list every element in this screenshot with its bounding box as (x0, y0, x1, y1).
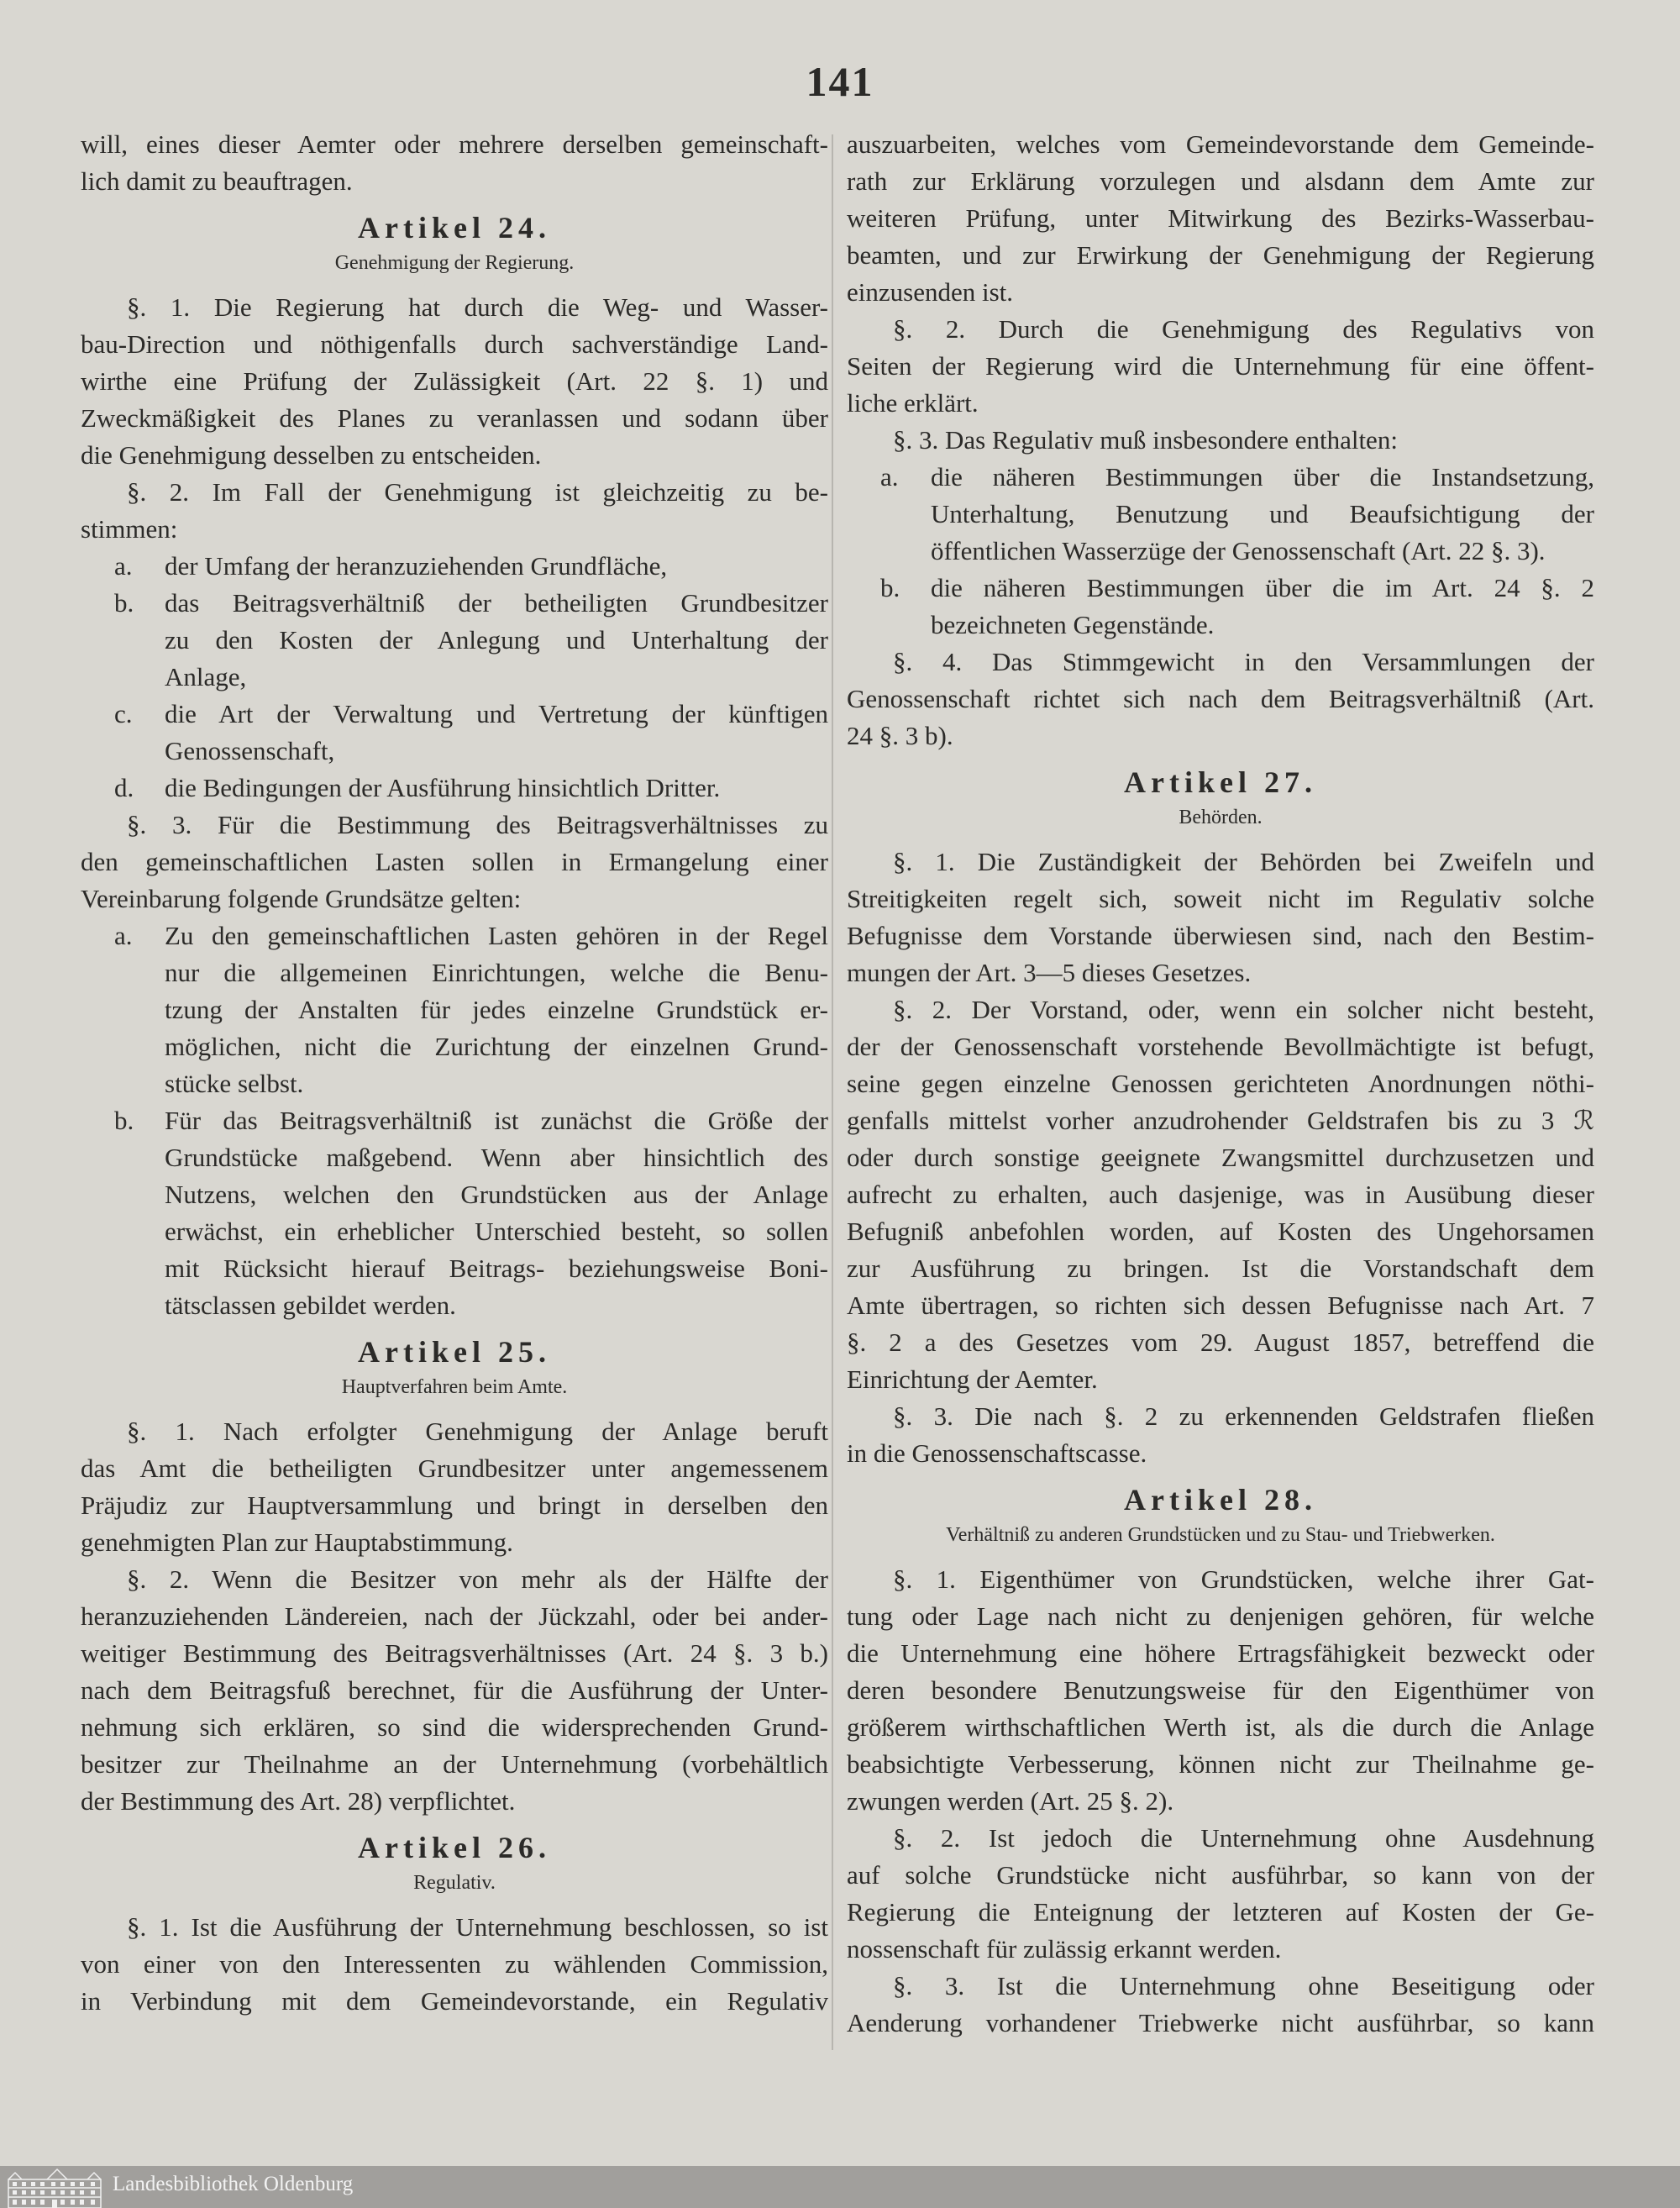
text-line: tzung der Anstalten für jedes einzelne Grundstück er- (165, 995, 828, 1024)
text-line: Einrichtung der Aemter. (847, 1364, 1098, 1394)
text-line: der der Genossenschaft vorstehende Bevollmächtigte ist befugt, (847, 1032, 1594, 1061)
text-line: auszuarbeiten, welches vom Gemeindevorstande dem Gemeinde- (847, 129, 1594, 159)
text-line: §. 4. Das Stimmgewicht in den Versammlungen der (893, 647, 1594, 676)
text-line: aufrecht zu erhalten, auch dasjenige, was in Ausübung dieser (847, 1180, 1594, 1209)
text-line: §. 3. Ist die Unternehmung ohne Beseitigung oder (893, 1971, 1594, 2000)
list-item (847, 459, 1594, 570)
paragraph (847, 991, 1594, 1398)
paragraph (847, 1820, 1594, 1968)
text-line: die näheren Bestimmungen über die Instandsetzung, (931, 462, 1594, 492)
list-item (81, 770, 828, 807)
list-item-label: a. (114, 921, 133, 950)
paragraph (847, 1561, 1594, 1820)
text-line: wirthe eine Prüfung der Zulässigkeit (Art. 22 §. 1) und (81, 366, 828, 396)
text-line: erwächst, ein erheblicher Unterschied besteht, so sollen (165, 1217, 828, 1246)
paragraph (847, 422, 1594, 459)
list-item-label: b. (114, 1106, 134, 1135)
text-line: bezeichneten Gegenstände. (931, 610, 1215, 639)
article-subheading: Behörden. (1179, 807, 1263, 828)
text-line: liche erklärt. (847, 388, 979, 418)
text-line: §. 1. Nach erfolgter Genehmigung der Anlage beruft (127, 1417, 828, 1446)
text-line: Seiten der Regierung wird die Unternehmung für eine öffent- (847, 351, 1594, 381)
text-line: nossenschaft für zulässig erkannt werden. (847, 1934, 1282, 1964)
article-subheading: Genehmigung der Regierung. (334, 252, 575, 274)
text-line: weiteren Prüfung, unter Mitwirkung des Bezirks-Wasserbau- (847, 203, 1594, 233)
text-line: mit Rücksicht hierauf Beitrags- beziehungsweise Boni- (165, 1254, 828, 1283)
text-line: in die Genossenschaftscasse. (847, 1438, 1147, 1468)
text-line: nehmung sich erklären, so sind die widersprechenden Grund- (81, 1712, 828, 1742)
text-line: Genossenschaft richtet sich nach dem Beitragsverhältniß (Art. (847, 684, 1594, 713)
text-line: §. 2. Durch die Genehmigung des Regulativs von (893, 314, 1594, 344)
text-line: tätsclassen gebildet werden. (165, 1291, 456, 1320)
list-item-label: c. (114, 699, 133, 728)
text-line: Vereinbarung folgende Grundsätze gelten: (81, 884, 522, 913)
text-line: §. 1. Eigenthümer von Grundstücken, welche ihrer Gat- (893, 1564, 1594, 1594)
text-line: Regierung die Enteignung der letzteren auf Kosten der Ge- (847, 1897, 1594, 1927)
library-name: Landesbibliothek Oldenburg (113, 2173, 354, 2195)
list-item-label: b. (114, 588, 134, 618)
text-line: Unterhaltung, Benutzung und Beaufsichtigung der (931, 499, 1594, 528)
text-line: nur die allgemeinen Einrichtungen, welche die Benu- (165, 958, 828, 987)
text-line: in Verbindung mit dem Gemeindevorstande, ein Regulativ (81, 1986, 828, 2016)
text-line: §. 3. Die nach §. 2 zu erkennenden Geldstrafen fließen (893, 1401, 1594, 1431)
list-item (81, 696, 828, 770)
article-heading: Artikel 24. (358, 211, 551, 244)
text-line: von einer von den Interessenten zu wählenden Commission, (81, 1949, 828, 1979)
text-line: beamten, und zur Erwirkung der Genehmigung der Regierung (847, 240, 1594, 270)
list-item-label: a. (114, 551, 133, 581)
list-item (81, 585, 828, 696)
list-item-label: d. (114, 773, 134, 802)
text-line: beabsichtigte Verbesserung, können nicht zur Theilnahme ge- (847, 1749, 1594, 1779)
list-item (81, 548, 828, 585)
text-line: §. 2. Der Vorstand, oder, wenn ein solcher nicht besteht, (893, 995, 1594, 1024)
text-line: die Genehmigung desselben zu entscheiden. (81, 440, 542, 470)
paragraph (81, 1561, 828, 1820)
column-divider (832, 134, 833, 2050)
list-item (81, 1102, 828, 1324)
text-line: der Umfang der heranzuziehenden Grundfläche, (165, 551, 668, 581)
text-line: heranzuziehenden Ländereien, nach der Jückzahl, oder bei ander- (81, 1601, 828, 1631)
paragraph (847, 1968, 1594, 2042)
list-item-label: b. (880, 573, 900, 602)
paragraph (81, 807, 828, 917)
text-line: §. 3. Für die Bestimmung des Beitragsverhältnisses zu (127, 810, 828, 839)
article-heading: Artikel 26. (358, 1831, 551, 1864)
text-line: §. 3. Das Regulativ muß insbesondere enthalten: (893, 425, 1398, 455)
right-column (847, 126, 1594, 2042)
text-line: die Art der Verwaltung und Vertretung der künftigen (165, 699, 828, 728)
text-line: §. 1. Die Regierung hat durch die Weg- und Wasser- (127, 292, 828, 322)
text-line: stücke selbst. (165, 1069, 304, 1098)
text-line: §. 2. Im Fall der Genehmigung ist gleichzeitig zu be- (127, 477, 828, 507)
text-line: den gemeinschaftlichen Lasten sollen in Ermangelung einer (81, 847, 828, 876)
paragraph (847, 844, 1594, 991)
article-heading: Artikel 27. (1124, 765, 1317, 799)
text-line: oder durch sonstige geeignete Zwangsmittel durchzusetzen und (847, 1143, 1594, 1172)
left-column (81, 126, 828, 2020)
text-line: besitzer zur Theilnahme an der Unternehmung (vorbehältlich (81, 1749, 828, 1779)
text-line: größerem wirthschaftlichen Werth ist, als die durch die Anlage (847, 1712, 1594, 1742)
text-line: §. 2. Ist jedoch die Unternehmung ohne Ausdehnung (893, 1823, 1594, 1853)
text-line: §. 1. Ist die Ausführung der Unternehmung beschlossen, so ist (127, 1912, 828, 1942)
text-line: möglichen, nicht die Zurichtung der einzelnen Grund- (165, 1032, 828, 1061)
text-line: Nutzens, welchen den Grundstücken aus der Anlage (165, 1180, 828, 1209)
list-item-label: a. (880, 462, 899, 492)
text-line: will, eines dieser Aemter oder mehrere derselben gemeinschaft- (81, 129, 828, 159)
article-subheading: Verhältniß zu anderen Grundstücken und zu Stau- und Triebwerken. (946, 1524, 1495, 1546)
paragraph (81, 1909, 828, 2020)
text-line: §. 2 a des Gesetzes vom 29. August 1857, betreffend die (847, 1327, 1594, 1357)
text-line: Streitigkeiten regelt sich, soweit nicht im Regulativ solche (847, 884, 1594, 913)
paragraph (847, 126, 1594, 311)
text-line: Anlage, (165, 662, 247, 691)
text-line: auf solche Grundstücke nicht ausführbar, so kann von der (847, 1860, 1594, 1890)
text-line: deren besondere Benutzungsweise für den Eigenthümer von (847, 1675, 1594, 1705)
text-line: bau-Direction und nöthigenfalls durch sachverständige Land- (81, 329, 828, 359)
text-line: §. 2. Wenn die Besitzer von mehr als der Hälfte der (127, 1564, 828, 1594)
text-line: Zu den gemeinschaftlichen Lasten gehören in der Regel (165, 921, 828, 950)
text-line: lich damit zu beauftragen. (81, 166, 353, 196)
text-line: das Amt die betheiligten Grundbesitzer unter angemessenem (81, 1454, 828, 1483)
text-line: zur Ausführung zu bringen. Ist die Vorstandschaft dem (847, 1254, 1594, 1283)
paragraph (847, 1398, 1594, 1472)
text-line: öffentlichen Wasserzüge der Genossenschaft (Art. 22 §. 3). (931, 536, 1546, 565)
text-line: stimmen: (81, 514, 178, 544)
article-heading: Artikel 28. (1124, 1483, 1317, 1517)
text-line: genehmigten Plan zur Hauptabstimmung. (81, 1527, 513, 1557)
text-line: seine gegen einzelne Genossen gerichteten Anordnungen nöthi- (847, 1069, 1594, 1098)
text-line: Genossenschaft, (165, 736, 335, 765)
text-line: einzusenden ist. (847, 277, 1014, 307)
text-line: Aenderung vorhandener Triebwerke nicht ausführbar, so kann (847, 2008, 1594, 2037)
text-line: zwungen werden (Art. 25 §. 2). (847, 1786, 1174, 1816)
text-line: §. 1. Die Zuständigkeit der Behörden bei Zweifeln und (893, 847, 1594, 876)
text-line: Amte übertragen, so richten sich dessen Befugnisse nach Art. 7 (847, 1291, 1594, 1320)
text-line: mungen der Art. 3—5 dieses Gesetzes. (847, 958, 1252, 987)
list-item (81, 917, 828, 1102)
text-line: das Beitragsverhältniß der betheiligten Grundbesitzer (165, 588, 828, 618)
text-line: Zweckmäßigkeit des Planes zu veranlassen und sodann über (81, 403, 828, 433)
text-line: Befugniß anbefohlen worden, auf Kosten des Ungehorsamen (847, 1217, 1594, 1246)
text-line: Befugnisse dem Vorstande überwiesen sind, nach den Bestim- (847, 921, 1594, 950)
footer-bar (0, 2166, 1680, 2208)
paragraph (81, 289, 828, 474)
text-line: zu den Kosten der Anlegung und Unterhaltung der (165, 625, 828, 655)
paragraph (81, 126, 828, 200)
text-line: die Unternehmung eine höhere Ertragsfähigkeit bezweckt oder (847, 1638, 1594, 1668)
text-line: die näheren Bestimmungen über die im Art. 24 §. 2 (931, 573, 1594, 602)
article-heading: Artikel 25. (358, 1335, 551, 1369)
article-subheading: Regulativ. (413, 1872, 496, 1894)
text-line: weitiger Bestimmung des Beitragsverhältnisses (Art. 24 §. 3 b.) (81, 1638, 828, 1668)
text-line: Für das Beitragsverhältniß ist zunächst die Größe der (165, 1106, 828, 1135)
paragraph (81, 474, 828, 548)
text-line: genfalls mittelst vorher anzudrohender Geldstrafen bis zu 3 ℛ (847, 1106, 1594, 1135)
list-item (847, 570, 1594, 644)
text-line: 24 §. 3 b). (847, 721, 953, 750)
paragraph (847, 644, 1594, 754)
text-line: die Bedingungen der Ausführung hinsichtlich Dritter. (165, 773, 721, 802)
text-line: rath zur Erklärung vorzulegen und alsdann dem Amte zur (847, 166, 1594, 196)
text-line: Grundstücke maßgebend. Wenn aber hinsichtlich des (165, 1143, 828, 1172)
library-building-logo (5, 2168, 104, 2208)
text-line: der Bestimmung des Art. 28) verpflichtet. (81, 1786, 516, 1816)
text-line: nach dem Beitragsfuß berechnet, für die Ausführung der Unter- (81, 1675, 828, 1705)
page-number: 141 (806, 58, 874, 105)
text-line: Präjudiz zur Hauptversammlung und bringt in derselben den (81, 1490, 828, 1520)
text-line: tung oder Lage nach nicht zu denjenigen gehören, für welche (847, 1601, 1594, 1631)
paragraph (847, 311, 1594, 422)
paragraph (81, 1413, 828, 1561)
article-subheading: Hauptverfahren beim Amte. (341, 1376, 568, 1398)
